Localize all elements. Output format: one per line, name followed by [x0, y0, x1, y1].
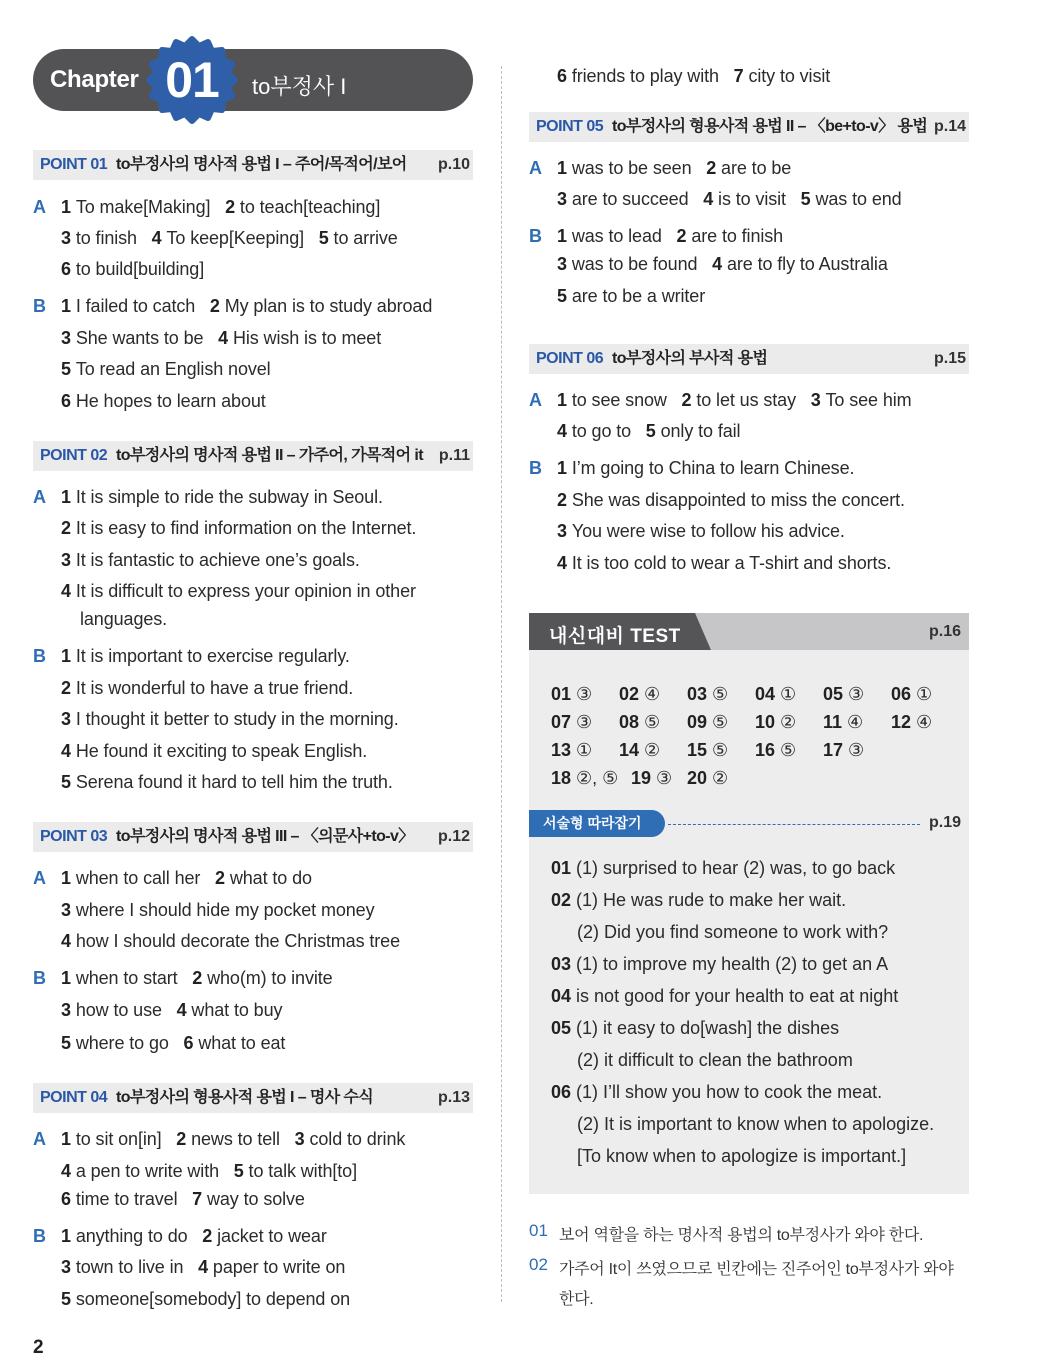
answer-line: 6 time to travel 7 way to solve — [61, 1189, 305, 1209]
point-title: to부정사의 명사적 용법 I – 주어/목적어/보어 — [116, 156, 407, 173]
writing-answer: 03 (1) to improve my health (2) to get an A — [551, 954, 889, 974]
test-answer: 14 ② — [619, 740, 661, 760]
test-answer: 02 ④ — [619, 684, 661, 704]
answer-line: 5 are to be a writer — [557, 286, 706, 306]
answer-line-continued: languages. — [80, 609, 168, 629]
page-number: 2 — [33, 1337, 44, 1358]
test-answer: 16 ⑤ — [755, 740, 797, 760]
point-06-header — [529, 344, 969, 374]
test-answer: 20 ② — [687, 768, 729, 788]
answer-line: 4 to go to 5 only to fail — [557, 421, 741, 441]
answer-line: 4 It is too cold to wear a T-shirt and shorts. — [557, 553, 892, 573]
answer-line: 1 To make[Making] 2 to teach[teaching] — [61, 197, 381, 217]
chapter-badge — [146, 34, 238, 126]
point-label: POINT 06 — [536, 350, 604, 367]
answer-line: 5 To read an English novel — [61, 359, 271, 379]
point-title: to부정사의 부사적 용법 — [612, 350, 768, 367]
column-divider — [501, 66, 502, 1302]
answer-line: 6 to build[building] — [61, 259, 205, 279]
test-answer: 03 ⑤ — [687, 684, 729, 704]
test-answer: 12 ④ — [891, 712, 933, 732]
answer-line: 5 where to go 6 what to eat — [61, 1033, 286, 1053]
test-answer: 10 ② — [755, 712, 797, 732]
section-label-a: A — [529, 390, 542, 410]
writing-answer: 06 (1) I’ll show you how to cook the meat. — [551, 1082, 883, 1102]
note-number: 02 — [529, 1255, 548, 1274]
writing-tag: 서술형 따라잡기 — [529, 810, 665, 837]
point-page: p.13 — [437, 1089, 470, 1106]
section-label-b: B — [33, 296, 46, 316]
point-label: POINT 04 — [40, 1089, 108, 1106]
test-answer: 01 ③ — [551, 684, 593, 704]
section-label-a: A — [529, 158, 542, 178]
test-answer: 18 ②, ⑤ — [551, 768, 619, 788]
answer-line: 3 I thought it better to study in the morning. — [61, 709, 399, 729]
answer-line: 1 to see snow 2 to let us stay 3 To see him — [557, 390, 912, 410]
section-label-a: A — [33, 487, 46, 507]
writing-answer-continued: (2) It is important to know when to apologize. — [577, 1114, 935, 1134]
test-answer: 08 ⑤ — [619, 712, 661, 732]
answer-line: 2 It is wonderful to have a true friend. — [61, 678, 354, 698]
answer-line: 3 where I should hide my pocket money — [61, 900, 375, 920]
answer-line: 2 It is easy to find information on the Internet. — [61, 518, 417, 538]
point-label: POINT 02 — [40, 447, 108, 464]
test-page: p.16 — [929, 623, 962, 640]
answer-line: 2 She was disappointed to miss the concert. — [557, 490, 905, 510]
test-title: 내신대비 TEST — [549, 626, 681, 647]
answer-line: 1 anything to do 2 jacket to wear — [61, 1226, 327, 1246]
point-title: to부정사의 명사적 용법 II – 가주어, 가목적어 it — [116, 447, 423, 464]
answer-line: 1 It is important to exercise regularly. — [61, 646, 350, 666]
point-label: POINT 05 — [536, 118, 604, 135]
point-title: to부정사의 형용사적 용법 I – 명사 수식 — [116, 1089, 374, 1106]
writing-answer: 02 (1) He was rude to make her wait. — [551, 890, 847, 910]
answer-line: 3 how to use 4 what to buy — [61, 1000, 283, 1020]
writing-answer-continued: (2) it difficult to clean the bathroom — [577, 1050, 853, 1070]
point-title: to부정사의 명사적 용법 III – 〈의문사+to-v〉 — [116, 828, 414, 845]
answer-line: 6 friends to play with 7 city to visit — [557, 66, 831, 86]
answer-line: 3 It is fantastic to achieve one’s goals. — [61, 550, 360, 570]
point-03-header — [33, 822, 473, 852]
answer-line: 3 to finish 4 To keep[Keeping] 5 to arrive — [61, 228, 398, 248]
point-page: p.11 — [438, 447, 470, 464]
section-label-b: B — [33, 646, 46, 666]
point-label: POINT 03 — [40, 828, 108, 845]
section-label-a: A — [33, 1129, 46, 1149]
writing-answer: 01 (1) surprised to hear (2) was, to go back — [551, 858, 896, 878]
point-page: p.12 — [437, 828, 470, 845]
section-label-b: B — [529, 226, 542, 246]
writing-tag-dashed-line — [668, 824, 920, 825]
answer-line: 1 to sit on[in] 2 news to tell 3 cold to drink — [61, 1129, 406, 1149]
chapter-word: Chapter — [50, 66, 139, 93]
test-answer: 19 ③ — [631, 768, 673, 788]
point-02-header — [33, 441, 473, 471]
note-text: 가주어 It이 쓰였으므로 빈칸에는 진주어인 to부정사가 와야 — [559, 1261, 954, 1278]
chapter-number: 01 — [165, 52, 219, 108]
answer-line: 3 are to succeed 4 is to visit 5 was to end — [557, 189, 902, 209]
section-label-a: A — [33, 868, 46, 888]
writing-answer-continued: (2) Did you find someone to work with? — [577, 922, 889, 942]
point-05-header — [529, 112, 969, 142]
answer-line: 3 was to be found 4 are to fly to Australia — [557, 254, 888, 274]
test-answer: 17 ③ — [823, 740, 865, 760]
answer-line: 3 You were wise to follow his advice. — [557, 521, 845, 541]
test-answer: 15 ⑤ — [687, 740, 729, 760]
answer-line: 5 someone[somebody] to depend on — [61, 1289, 351, 1309]
writing-answer: 05 (1) it easy to do[wash] the dishes — [551, 1018, 840, 1038]
test-answer: 07 ③ — [551, 712, 593, 732]
answer-line: 1 was to be seen 2 are to be — [557, 158, 792, 178]
point-label: POINT 01 — [40, 156, 108, 173]
test-answer: 04 ① — [755, 684, 797, 704]
point-title: to부정사의 형용사적 용법 II – 〈be+to-v〉 용법 — [612, 118, 928, 135]
answer-line: 4 It is difficult to express your opinion in other — [61, 581, 416, 601]
point-page: p.14 — [933, 118, 966, 135]
writing-page: p.19 — [929, 814, 962, 831]
chapter-title: to부정사 I — [252, 74, 347, 99]
answer-line: 6 He hopes to learn about — [61, 391, 266, 411]
answer-line: 3 She wants to be 4 His wish is to meet — [61, 328, 382, 348]
answer-line: 4 He found it exciting to speak English. — [61, 741, 368, 761]
answer-line: 1 when to call her 2 what to do — [61, 868, 312, 888]
answer-line: 4 how I should decorate the Christmas tree — [61, 931, 400, 951]
note-text-continued: 한다. — [559, 1291, 594, 1308]
answer-line: 1 was to lead 2 are to finish — [557, 226, 784, 246]
section-label-b: B — [529, 458, 542, 478]
test-answer: 05 ③ — [823, 684, 865, 704]
point-page: p.10 — [437, 156, 470, 173]
note-text: 보어 역할을 하는 명사적 용법의 to부정사가 와야 한다. — [559, 1227, 924, 1244]
test-answer: 11 ④ — [823, 712, 864, 732]
answer-line: 3 town to live in 4 paper to write on — [61, 1257, 346, 1277]
note-number: 01 — [529, 1221, 548, 1240]
test-answer: 09 ⑤ — [687, 712, 729, 732]
answer-line: 5 Serena found it hard to tell him the truth. — [61, 772, 393, 792]
point-page: p.15 — [933, 350, 966, 367]
section-label-a: A — [33, 197, 46, 217]
answer-line: 4 a pen to write with 5 to talk with[to] — [61, 1161, 357, 1181]
writing-answer-continued: [To know when to apologize is important.] — [577, 1146, 907, 1166]
point-01-header — [33, 150, 473, 180]
test-answer: 06 ① — [891, 684, 933, 704]
answer-line: 1 I’m going to China to learn Chinese. — [557, 458, 855, 478]
writing-answer: 04 is not good for your health to eat at night — [551, 986, 899, 1006]
section-label-b: B — [33, 1226, 46, 1246]
point-04-header — [33, 1083, 473, 1113]
section-label-b: B — [33, 968, 46, 988]
answer-line: 1 when to start 2 who(m) to invite — [61, 968, 333, 988]
test-answer: 13 ① — [551, 740, 593, 760]
answer-line: 1 I failed to catch 2 My plan is to study abroad — [61, 296, 433, 316]
answer-line: 1 It is simple to ride the subway in Seoul. — [61, 487, 383, 507]
